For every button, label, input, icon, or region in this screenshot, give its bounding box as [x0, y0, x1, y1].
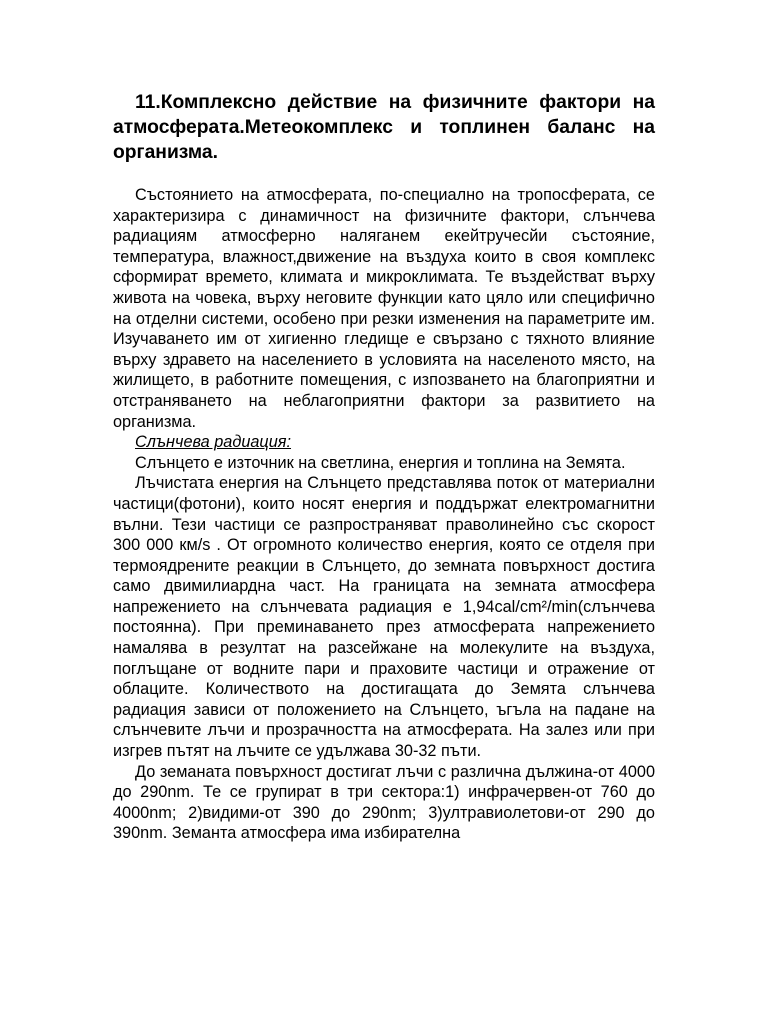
paragraph-sun-source: Слънцето е източник на светлина, енергия и топлина на Земята.	[135, 453, 626, 472]
paragraph-radiant-energy: Лъчистата енергия на Слънцето представлява поток от материални частици(фотони), които носят енергия и поддържат електромагнитни вълни. Тези частици се разпространяват праволинейно със скорост 300 000 км/s . От огромното количество енергия, която се отделя при термоядрените реакции в Слънцето, до земната повърхност достига само двимилиардна част. На границата на земната атмосфера напрежението на слънчевата радиация е 1,94cal/cm²/min(слънчева постоянна). При преминаването през атмосферата напрежението намалява в резултат на разсейжане на молекулите на въздуха, поглъщане от водните пари и праховите частици и отражение от облаците. Количеството на достигащата до Земята слънчева радиация зависи от положението на Слънцето, ъгъла на падане на слънчевите лъчи и прозрачността на атмосферата. На залез или при изгрев пътят на лъчите се удължава 30-32 пъти.	[113, 474, 655, 761]
intro-paragraph: Състоянието на атмосферата, по-специално на тропосферата, се характеризира с динамичност на физичните фактори, слънчева радиациям атмосферно наляганем екейтручесйи състояние, температура, влажност,движение на въздуха които в своя комплекс сформират времето, климата и микроклимата. Те въздействат върху живота на човека, върху неговите функции като цяло или специфично на отделни системи, особено при резки изменения на параметрите им. Изучаването им от хигиенно гледище е свързано с тяхното влияние върху здравето на населението в условията на населеното място, на жилището, в работните помещения, с изпозването на благоприятни и отстраняването на неблагоприятни фактори за развитието на организма.	[113, 186, 655, 431]
document-title: 11.Комплексно действие на физичните фактори на атмосферата.Метеокомплекс и топлинен баланс на организма.	[113, 92, 655, 163]
section-heading-solar-radiation: Слънчева радиация:	[135, 433, 292, 452]
document-page	[113, 90, 655, 844]
document-body	[113, 185, 655, 844]
paragraph-wavelengths: До земаната повърхност достигат лъчи с различна дължина-от 4000 до 290nm. Те се групират в три сектора:1) инфрачервен-от 760 до 4000nm; 2)видими-от 390 до 290nm; 3)ултравиолетови-от 290 до 390nm. Земанта атмосфера има избирателна	[113, 762, 655, 843]
